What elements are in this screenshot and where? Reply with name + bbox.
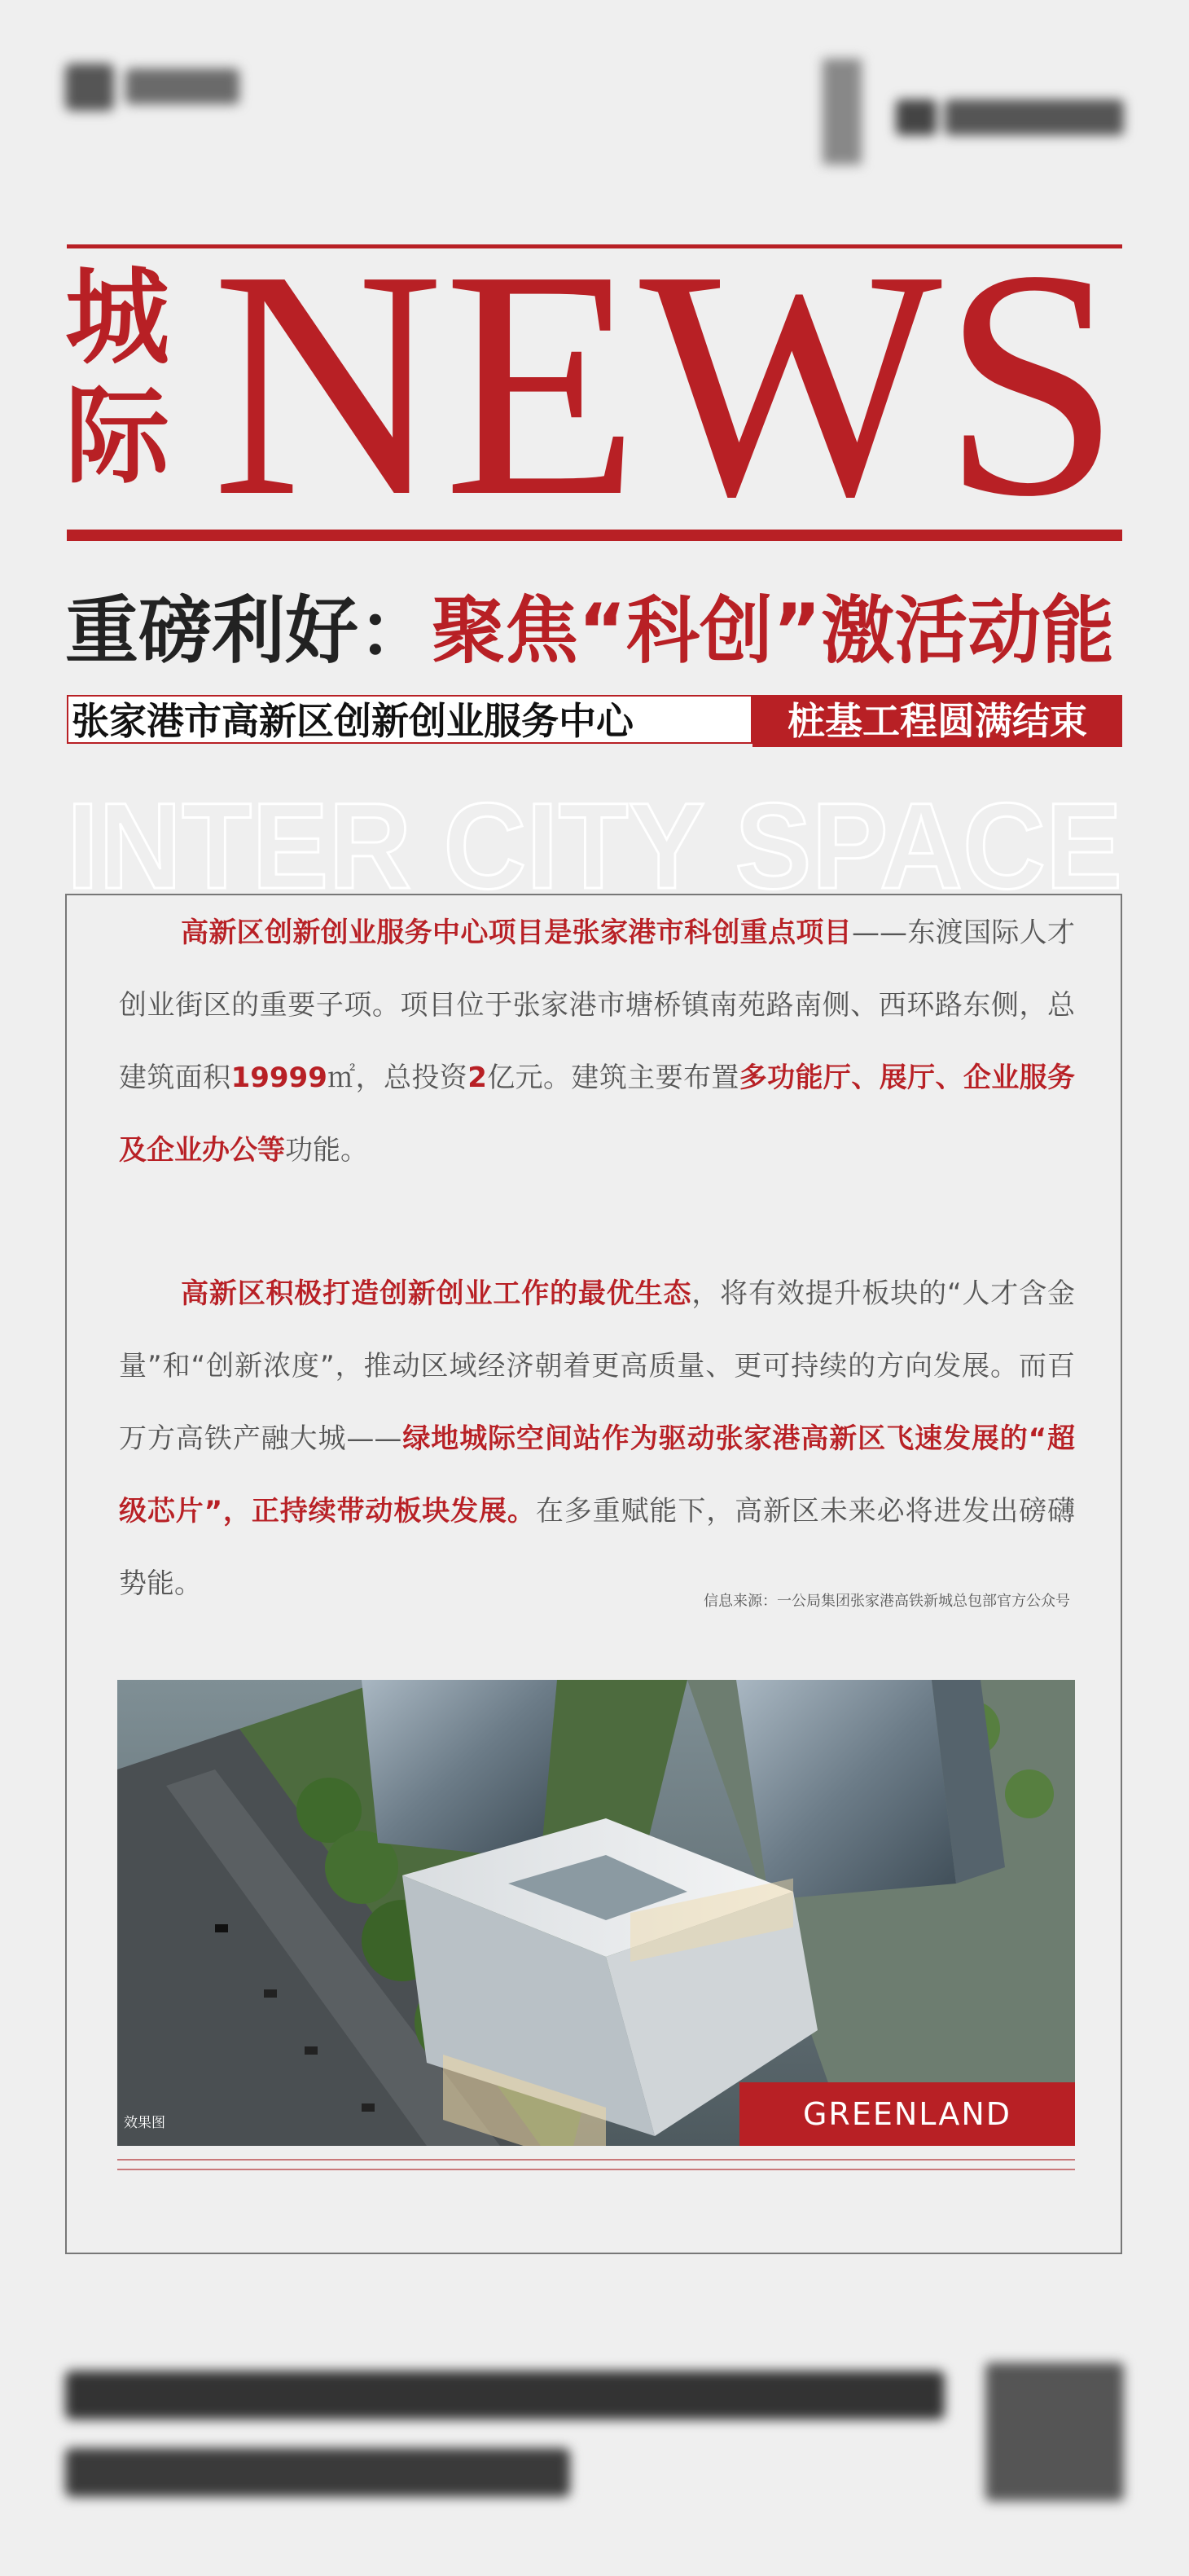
masthead-news-title	[210, 244, 1122, 513]
emphasis-text: 多功能厅、展厅、企业服务及企业办公等	[119, 1062, 1076, 1167]
headline-highlight: 聚焦“科创”激活动能	[432, 588, 1115, 674]
headline-prefix: 重磅利好：	[65, 588, 432, 674]
rendering-photo	[117, 1680, 1075, 2146]
subheadline-right: 桩基工程圆满结束	[752, 695, 1122, 747]
article-paragraph-2	[119, 1258, 1075, 1616]
subheadline-left: 张家港市高新区创新创业服务中心	[67, 695, 752, 744]
body-text: ——东渡国际人才创业街区的重要子项。项目位于张家港市塘桥镇南苑路南侧、西环路东侧，总建筑面积	[119, 917, 1075, 1094]
body-text: 亿元。建筑主要布置	[486, 1062, 739, 1094]
rendering-illustration	[117, 1680, 1075, 2146]
qr-code	[985, 2363, 1124, 2501]
subheadline-bar	[67, 695, 1122, 747]
article-paragraph-1	[119, 897, 1075, 1182]
brand-logo-right	[814, 59, 1132, 165]
photo-caption: 效果图	[124, 2115, 165, 2131]
emphasis-text: 高新区积极打造创新创业工作的最优生态	[181, 1277, 692, 1310]
brand-logo-left	[65, 59, 244, 116]
body-text: 在多重赋能下，高新区未来必将进发出磅礴势能。	[119, 1495, 1075, 1600]
body-text: 功能。	[285, 1134, 368, 1167]
headline	[65, 587, 1124, 676]
news-wordmark: NEWS	[212, 244, 1121, 513]
brand-tag: GREENLAND	[739, 2082, 1075, 2146]
article-source: 信息来源：一公局集团张家港高铁新城总包部官方公众号	[704, 1593, 1070, 1610]
footer-contact-blurred	[65, 2363, 1124, 2509]
emphasis-text: 19999	[230, 1062, 327, 1094]
divider-line-1	[117, 2159, 1075, 2161]
body-text: ㎡，总投资	[327, 1062, 468, 1094]
emphasis-text: 2	[467, 1062, 487, 1094]
outline-title	[65, 778, 1124, 900]
outline-title-text: INTER CITY SPACE	[67, 778, 1122, 900]
body-text: ，将有效提升板块的“人才含金量”和“创新浓度”，推动区域经济朝着更高质量、更可持续的方向发展。而百万方高铁产融大城——	[119, 1277, 1076, 1455]
emphasis-text: 高新区创新创业服务中心项目是张家港市科创重点项目	[181, 917, 852, 949]
article-box	[65, 894, 1122, 2254]
divider-line-2	[117, 2169, 1075, 2170]
masthead-section-title: 城际	[65, 257, 170, 498]
emphasis-text: 绿地城际空间站作为驱动张家港高新区飞速发展的“超级芯片”，正持续带动板块发展。	[119, 1422, 1075, 1528]
masthead-bottom-rule	[67, 530, 1122, 541]
